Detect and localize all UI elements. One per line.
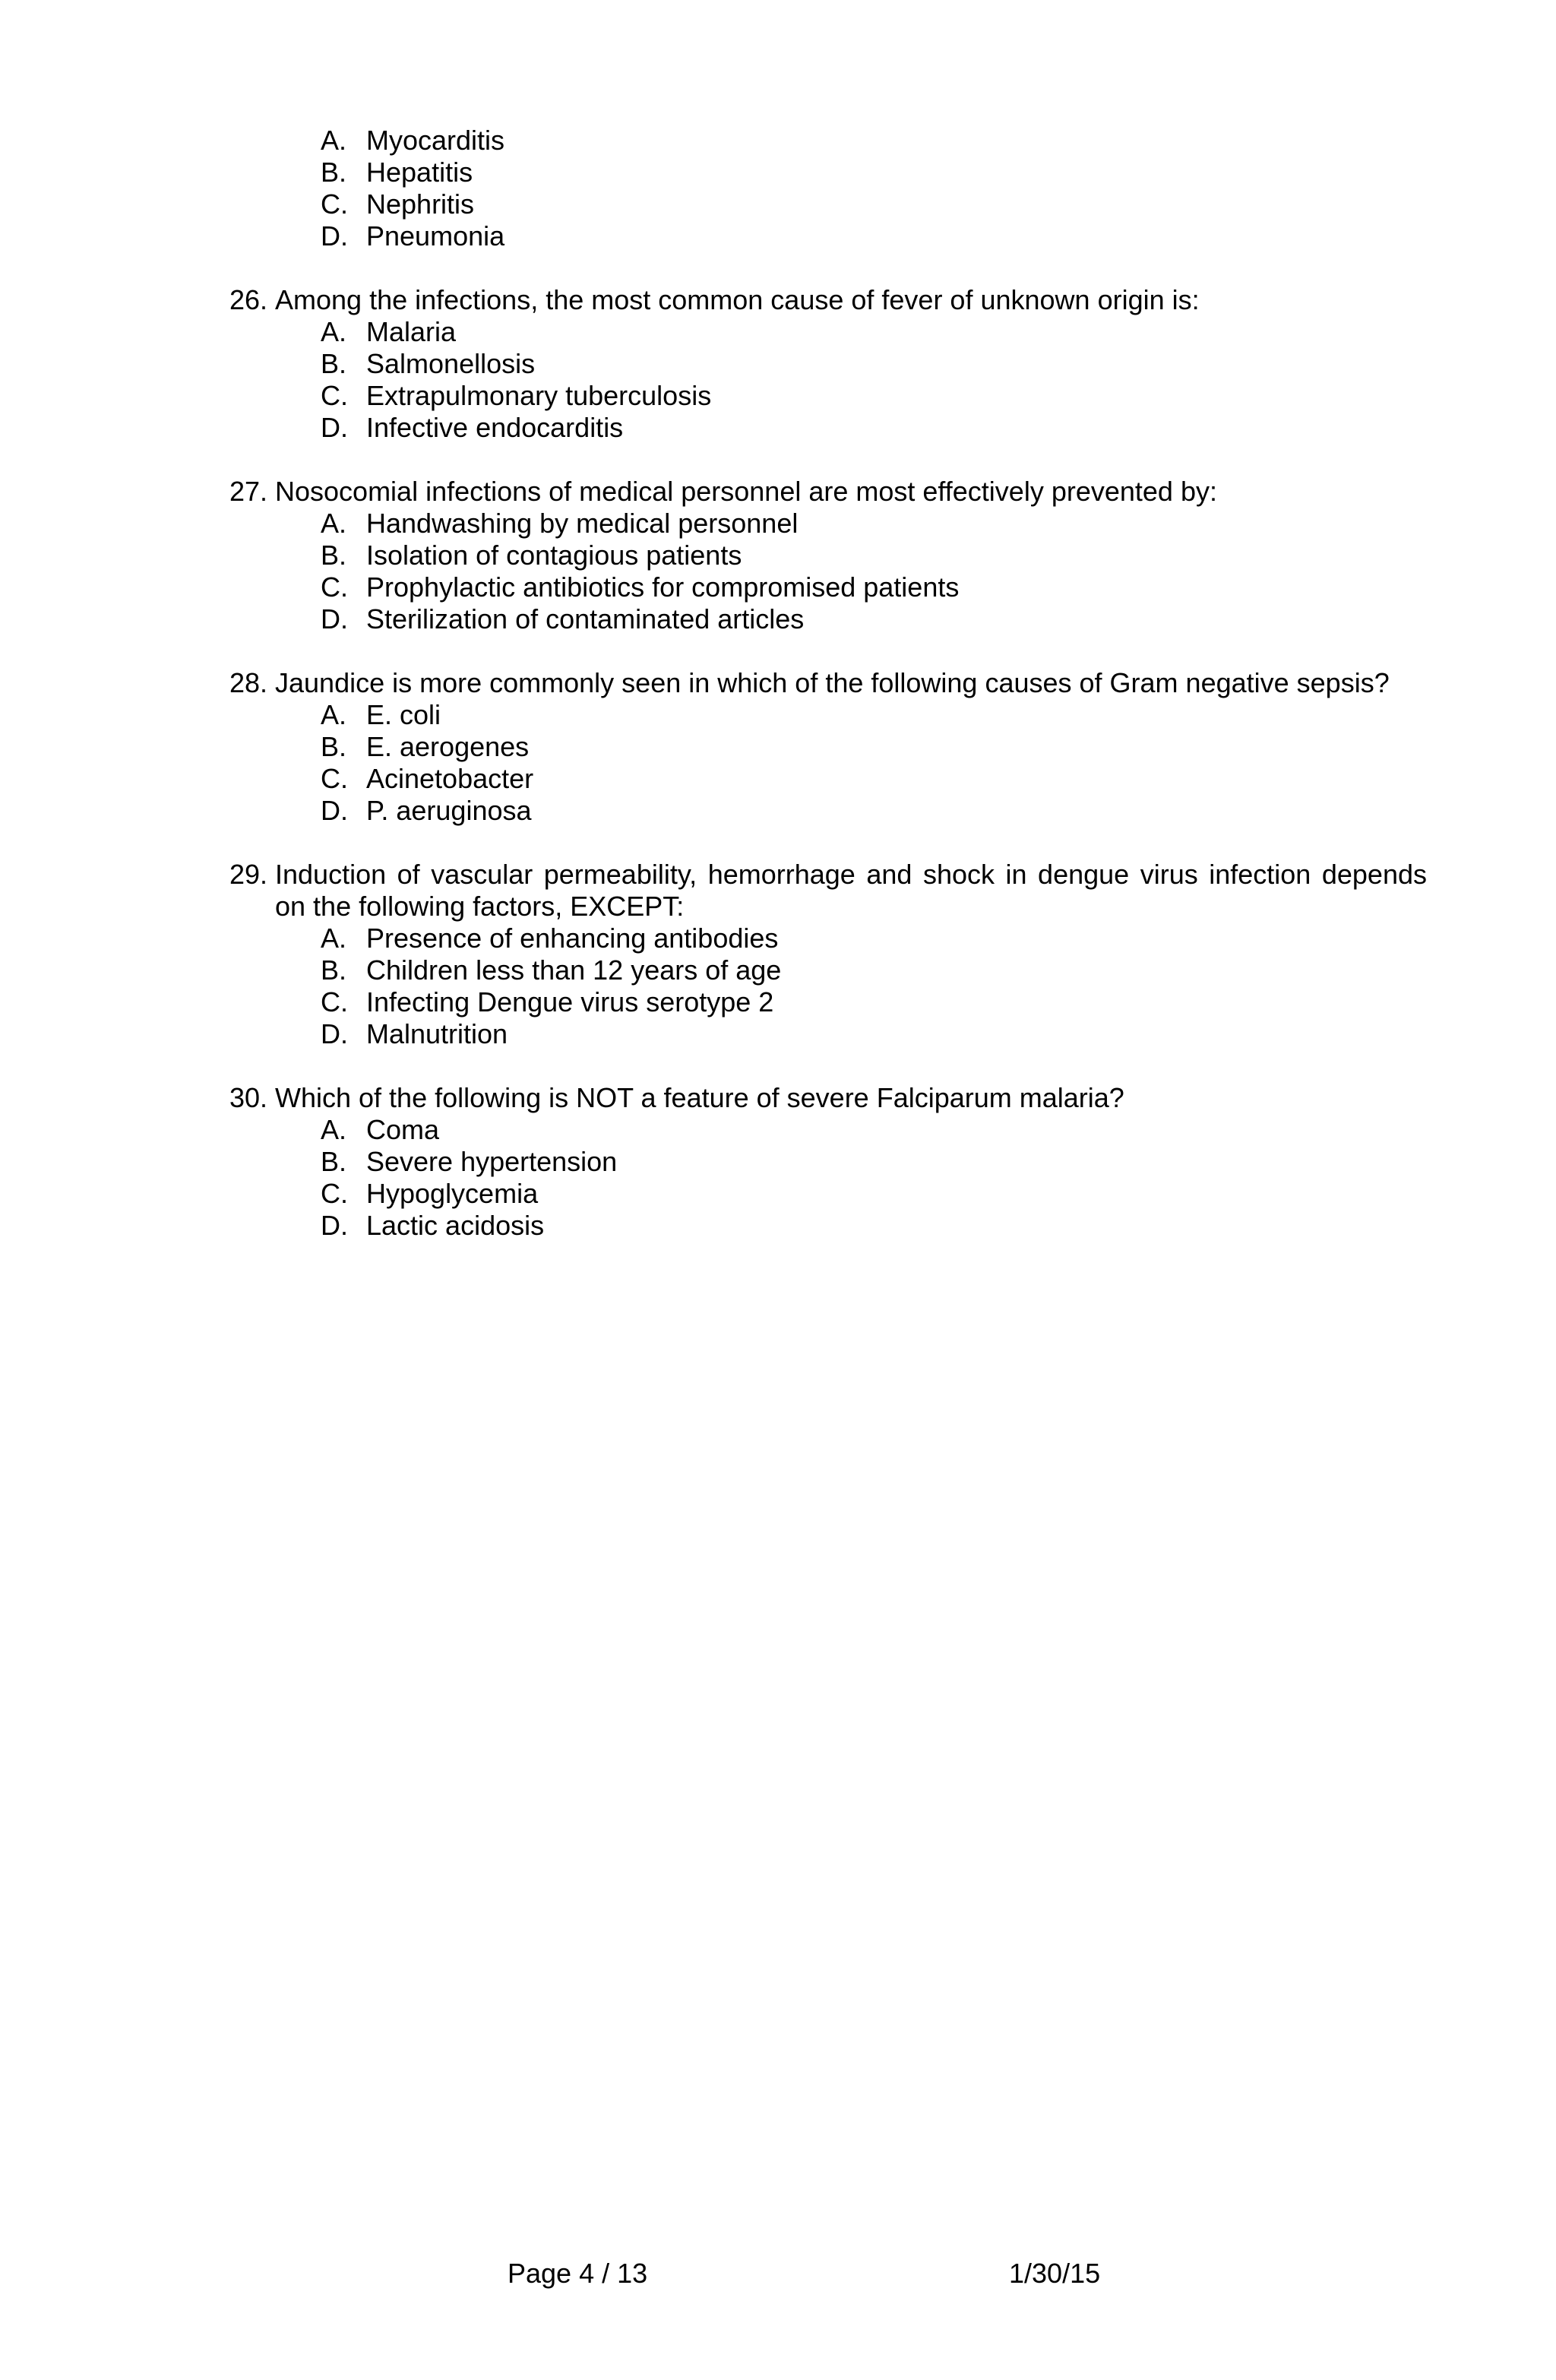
answer-option (321, 954, 1427, 986)
question-number: 26. (229, 284, 268, 315)
option-label: C. (321, 1178, 348, 1209)
question-text: Nosocomial infections of medical personnel are most effectively prevented by: (275, 476, 1217, 507)
answer-option (321, 1210, 1427, 1242)
answer-option (321, 731, 1427, 763)
question-number: 30. (229, 1082, 268, 1113)
option-label: D. (321, 603, 348, 635)
answer-option (321, 699, 1427, 731)
option-label: D. (321, 412, 348, 443)
answer-options (229, 508, 1427, 635)
answer-option (321, 380, 1427, 412)
option-label: C. (321, 188, 348, 220)
answer-option (321, 188, 1427, 220)
option-text: Pneumonia (366, 220, 505, 252)
answer-option (321, 1018, 1427, 1050)
question-28 (229, 667, 1427, 827)
option-text: Extrapulmonary tuberculosis (366, 380, 712, 411)
answer-option (321, 795, 1427, 827)
page-number: Page 4 / 13 (508, 2258, 648, 2289)
option-label: A. (321, 923, 347, 954)
answer-option (321, 1114, 1427, 1146)
answer-options (229, 316, 1427, 444)
option-label: B. (321, 954, 347, 986)
option-text: Presence of enhancing antibodies (366, 923, 779, 954)
question-text: Among the infections, the most common cause of fever of unknown origin is: (275, 284, 1200, 315)
option-label: D. (321, 795, 348, 826)
option-text: Hypoglycemia (366, 1178, 539, 1209)
option-label: B. (321, 348, 347, 379)
option-text: Handwashing by medical personnel (366, 508, 799, 539)
option-text: Prophylactic antibiotics for compromised patients (366, 571, 960, 603)
option-label: C. (321, 986, 348, 1018)
option-label: A. (321, 316, 347, 347)
option-label: A. (321, 125, 347, 156)
option-text: Coma (366, 1114, 440, 1145)
answer-options (229, 125, 1427, 252)
option-text: Infecting Dengue virus serotype 2 (366, 986, 774, 1018)
question-25-continued (229, 125, 1427, 252)
answer-options (229, 1114, 1427, 1242)
answer-option (321, 412, 1427, 444)
answer-option (321, 220, 1427, 252)
option-label: C. (321, 380, 348, 411)
option-text: Nephritis (366, 188, 475, 220)
question-27 (229, 476, 1427, 635)
answer-option (321, 763, 1427, 795)
answer-option (321, 540, 1427, 571)
option-text: Malnutrition (366, 1018, 508, 1049)
question-26 (229, 284, 1427, 444)
option-text: Children less than 12 years of age (366, 954, 782, 986)
question-text: Jaundice is more commonly seen in which of the following causes of Gram negative sepsis? (275, 667, 1390, 698)
answer-option (321, 508, 1427, 540)
option-text: Salmonellosis (366, 348, 536, 379)
option-text: Hepatitis (366, 157, 473, 188)
option-label: A. (321, 508, 347, 539)
option-label: D. (321, 220, 348, 252)
option-label: C. (321, 571, 348, 603)
answer-option (321, 316, 1427, 348)
option-label: B. (321, 540, 347, 571)
option-label: B. (321, 731, 347, 762)
option-text: Lactic acidosis (366, 1210, 545, 1241)
answer-option (321, 1146, 1427, 1178)
answer-options (229, 699, 1427, 827)
answer-option (321, 125, 1427, 157)
question-text: Induction of vascular permeability, hemorrhage and shock in dengue virus infection depends on the following factors, EXCEPT: (275, 859, 1427, 922)
option-label: A. (321, 1114, 347, 1145)
question-number: 28. (229, 667, 268, 698)
option-label: D. (321, 1018, 348, 1049)
option-text: Acinetobacter (366, 763, 534, 794)
option-text: P. aeruginosa (366, 795, 532, 826)
page-date: 1/30/15 (1009, 2258, 1101, 2289)
answer-option (321, 603, 1427, 635)
option-text: Isolation of contagious patients (366, 540, 742, 571)
option-label: B. (321, 1146, 347, 1177)
option-text: Infective endocarditis (366, 412, 624, 443)
question-text: Which of the following is NOT a feature of severe Falciparum malaria? (275, 1082, 1124, 1113)
answer-option (321, 157, 1427, 188)
answer-options (229, 923, 1427, 1050)
option-label: C. (321, 763, 348, 794)
option-text: Severe hypertension (366, 1146, 618, 1177)
question-30 (229, 1082, 1427, 1242)
option-label: A. (321, 699, 347, 730)
answer-option (321, 348, 1427, 380)
answer-option (321, 986, 1427, 1018)
answer-option (321, 923, 1427, 954)
question-number: 27. (229, 476, 268, 507)
option-text: E. aerogenes (366, 731, 530, 762)
exam-content (229, 125, 1427, 1274)
option-label: B. (321, 157, 347, 188)
option-text: Myocarditis (366, 125, 505, 156)
answer-option (321, 1178, 1427, 1210)
option-text: Malaria (366, 316, 457, 347)
question-number: 29. (229, 859, 268, 890)
question-29 (229, 859, 1427, 1050)
option-text: Sterilization of contaminated articles (366, 603, 805, 635)
answer-option (321, 571, 1427, 603)
option-text: E. coli (366, 699, 441, 730)
option-label: D. (321, 1210, 348, 1241)
